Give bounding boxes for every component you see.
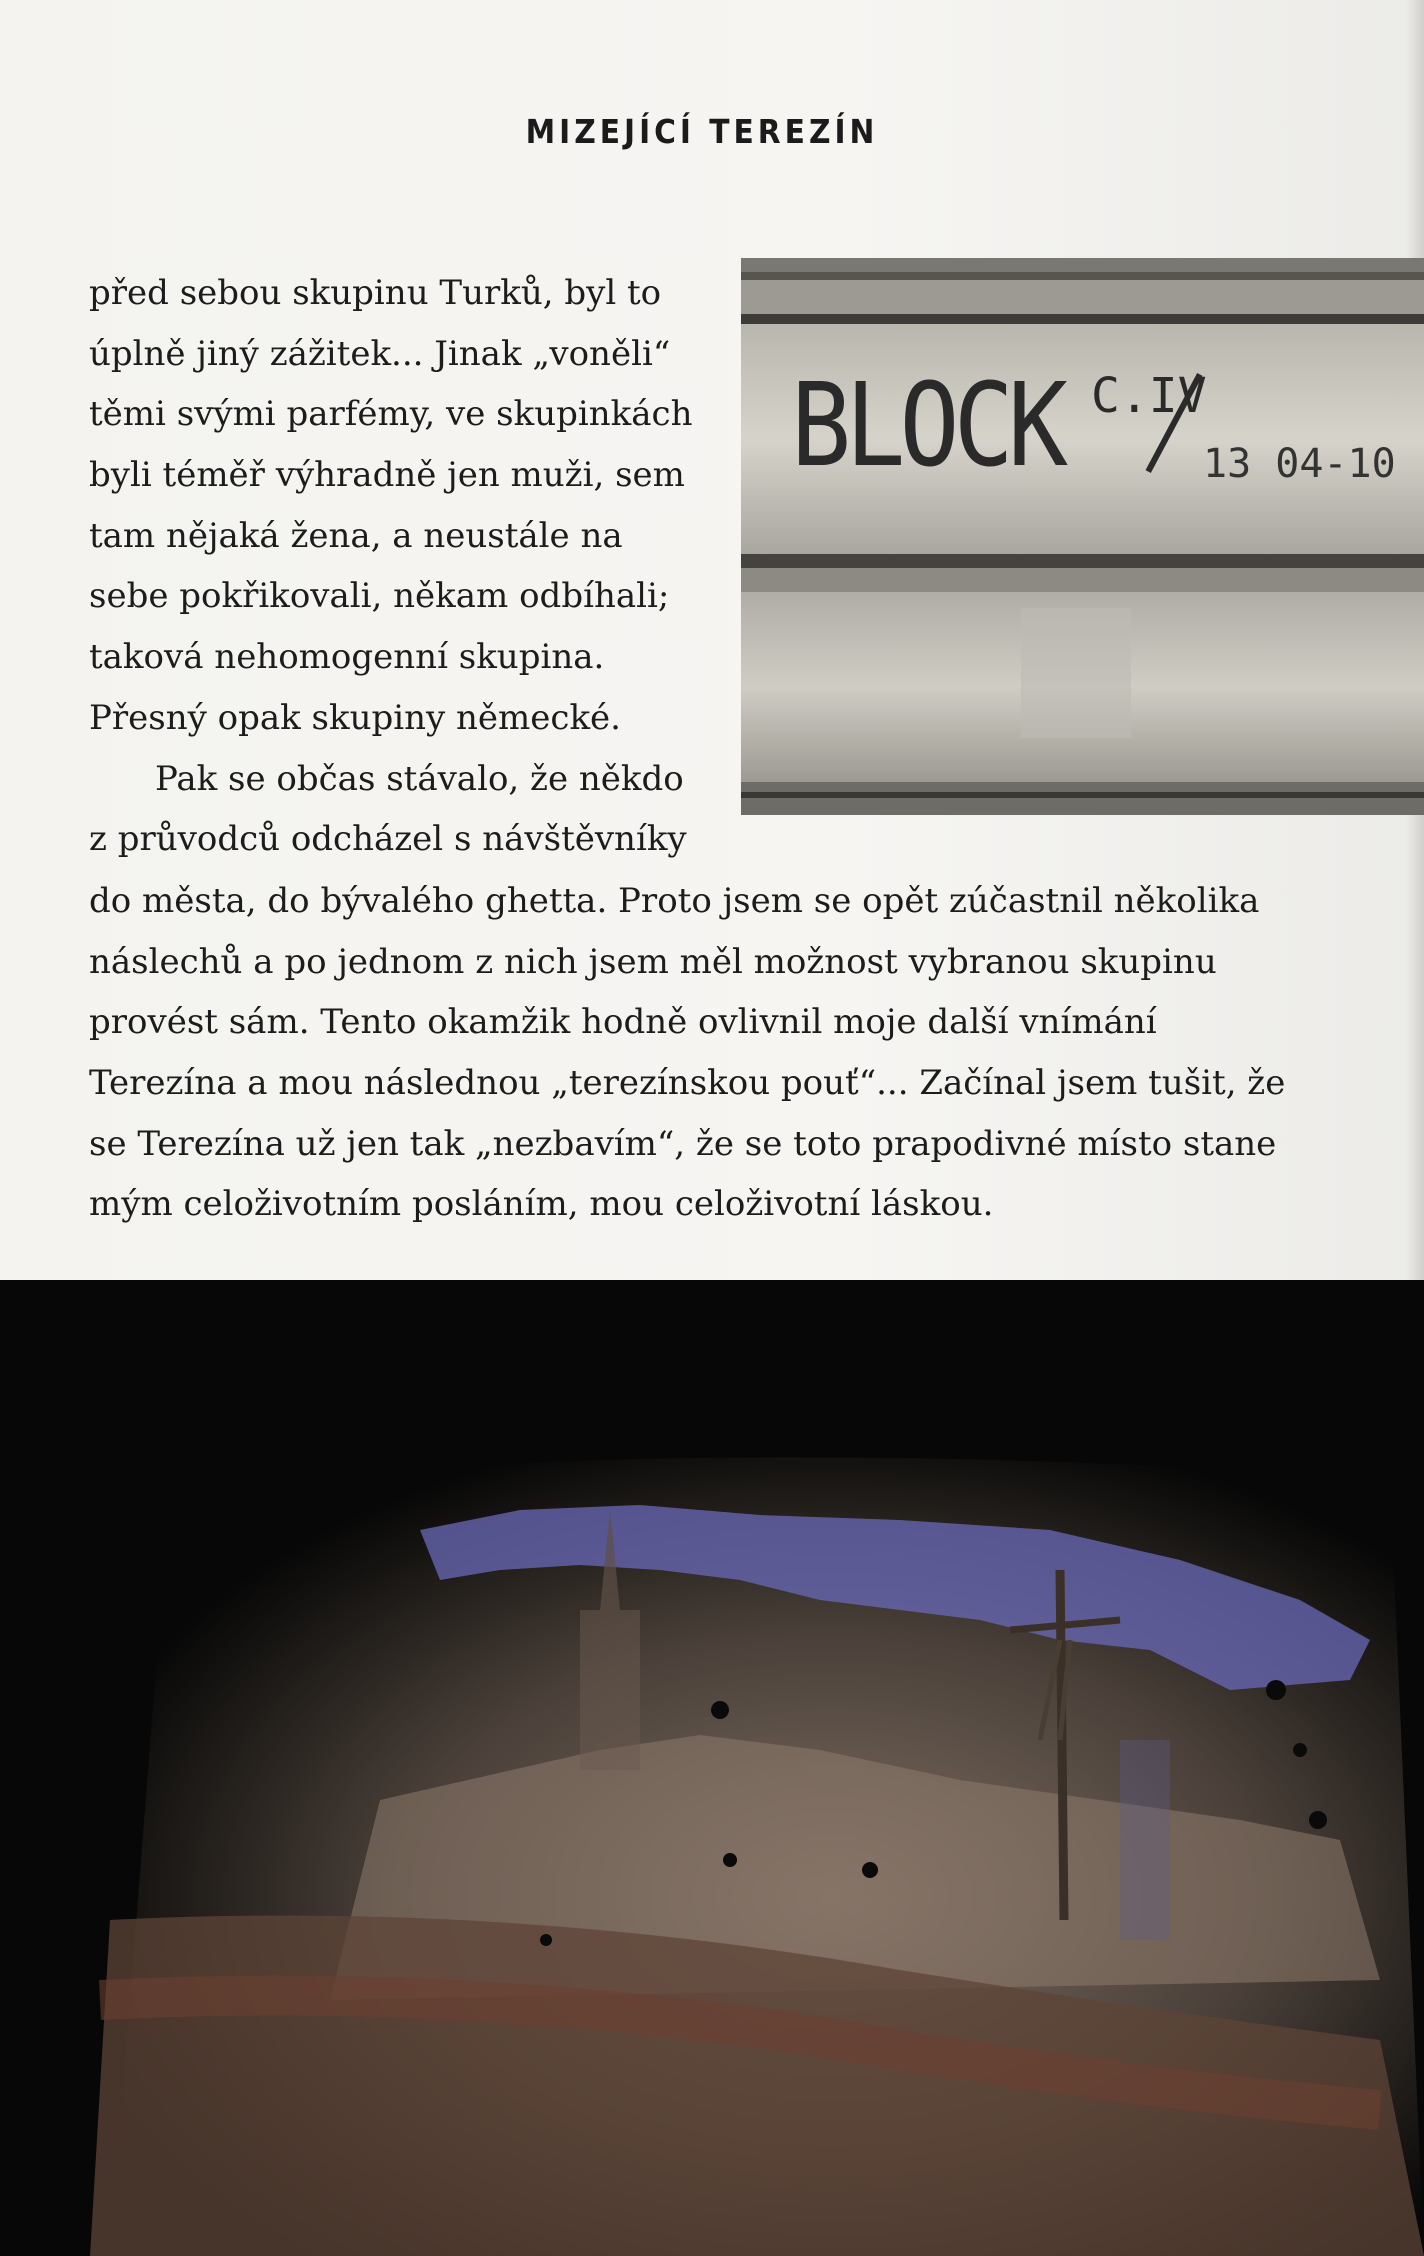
sign-block-word: BLOCK xyxy=(791,358,1063,493)
text-line: provést sám. Tento okamžik hodně ovlivnil moje další vnímání xyxy=(89,1002,1157,1043)
text-line: mým celoživotním posláním, mou celoživotní láskou. xyxy=(89,1184,994,1225)
paragraph-full-width xyxy=(89,871,1285,1235)
sign-block-code: C.IV xyxy=(1091,368,1207,424)
text-line: Přesný opak skupiny německé. xyxy=(89,697,621,738)
text-line: Pak se občas stávalo, že někdo xyxy=(155,758,684,799)
text-line: tam nějaká žena, a neustále na xyxy=(89,515,623,556)
paragraph-column-narrow xyxy=(89,263,692,870)
text-line: úplně jiný zážitek... Jinak „voněli“ xyxy=(89,333,671,374)
text-line: taková nehomogenní skupina. xyxy=(89,637,605,678)
text-line: byli téměř výhradně jen muži, sem xyxy=(89,455,685,496)
sign-block-number: 13 04-10 xyxy=(1203,441,1396,487)
text-line: Terezína a mou následnou „terezínskou pouť“... Začínal jsem tušit, že xyxy=(89,1063,1286,1104)
text-line: do města, do bývalého ghetta. Proto jsem se opět zúčastnil několika xyxy=(89,881,1260,921)
text-line: se Terezína už jen tak „nezbavím“, že se toto prapodivné místo stane xyxy=(89,1123,1277,1164)
photo-mural xyxy=(0,1280,1424,2256)
text-line: před sebou skupinu Turků, byl to xyxy=(89,273,662,313)
photo-block-sign xyxy=(741,258,1424,815)
text-line: sebe pokřikovali, někam odbíhali; xyxy=(89,576,670,617)
text-line: z průvodců odcházel s návštěvníky xyxy=(89,819,687,860)
text-line: náslechů a po jednom z nich jsem měl možnost vybranou skupinu xyxy=(89,941,1217,982)
text-line: těmi svými parfémy, ve skupinkách xyxy=(89,394,693,435)
running-head: MIZEJÍCÍ TEREZÍN xyxy=(525,112,879,151)
